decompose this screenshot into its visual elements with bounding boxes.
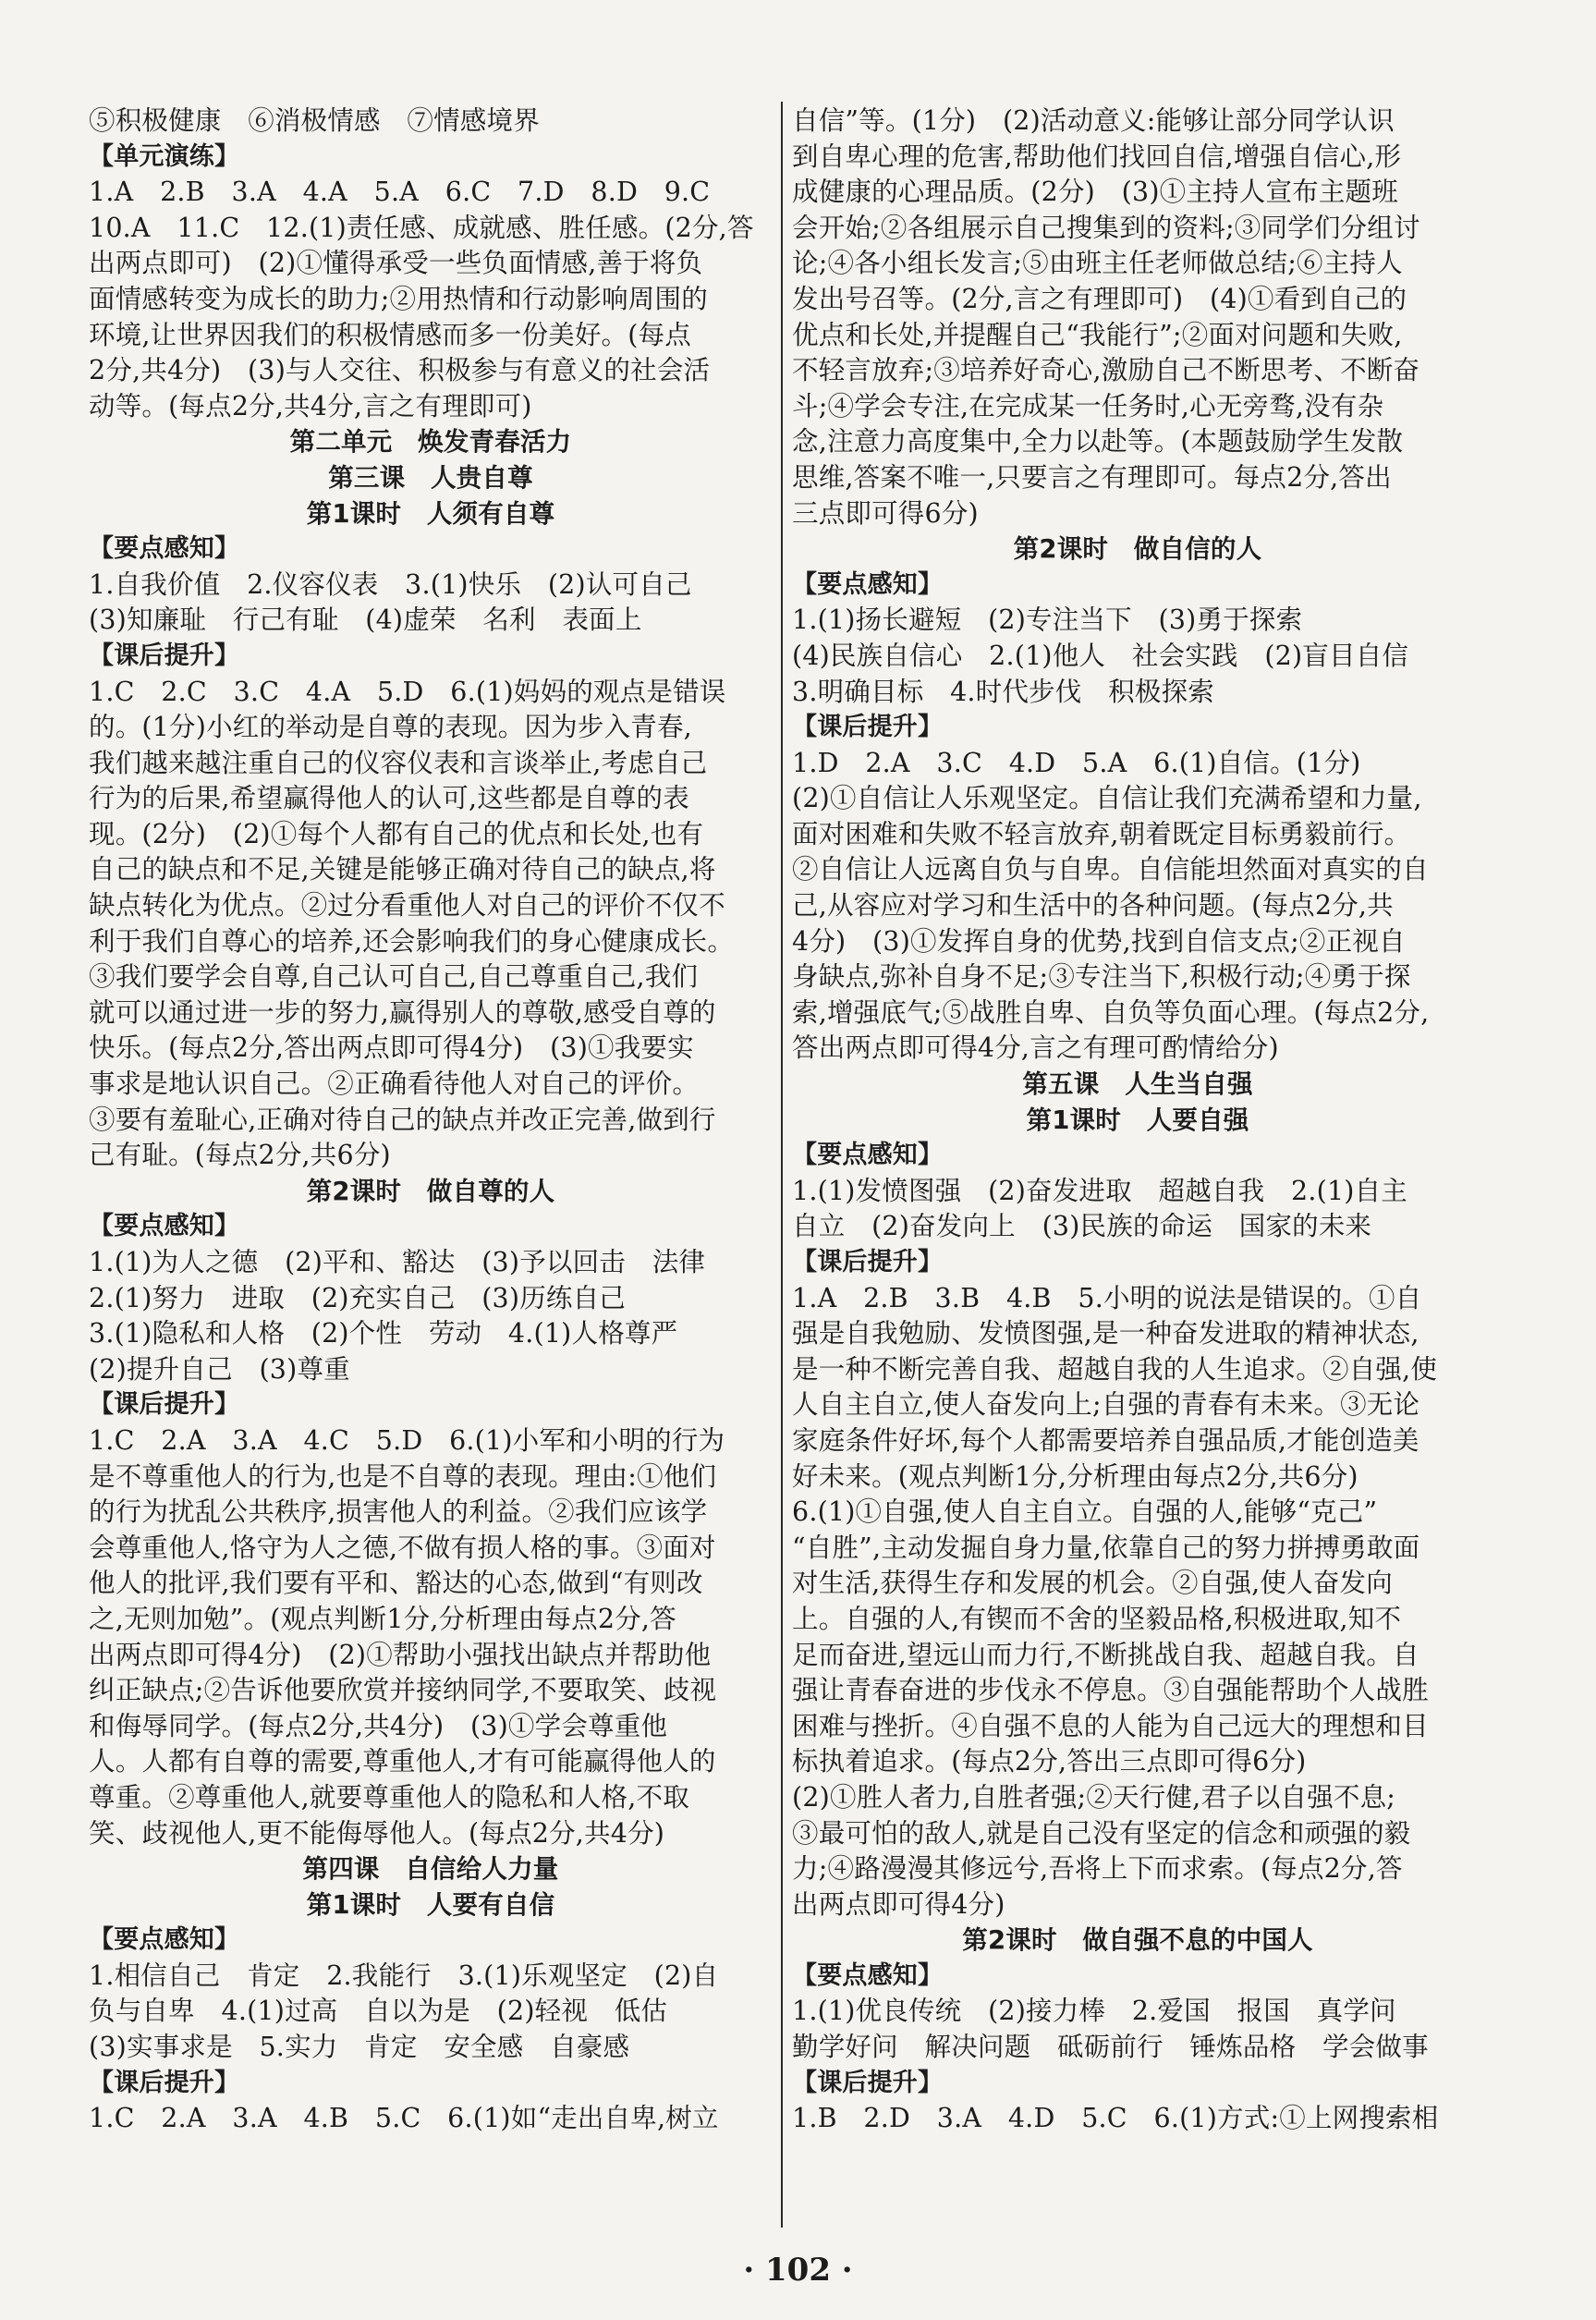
section-label: 【单元演练】 <box>89 141 240 171</box>
text-line: 自信”等。(1分) (2)活动意义:能够让部分同学认识 <box>792 105 1395 136</box>
text-line: 面对困难和失败不轻言放弃,朝着既定目标勇毅前行。 <box>792 818 1411 849</box>
left-column <box>89 104 773 2137</box>
text-line: “自胜”,主动发掘自身力量,依靠自己的努力拼搏勇敢面 <box>792 1532 1420 1563</box>
text-line: 1.(1)发愤图强 (2)奋发进取 超越自我 2.(1)自主 <box>792 1175 1407 1206</box>
text-line: 斗;④学会专注,在完成某一任务时,心无旁骛,没有杂 <box>792 390 1384 421</box>
text-line: 自立 (2)奋发向上 (3)民族的命运 国家的未来 <box>792 1211 1372 1242</box>
text-line: 3.明确目标 4.时代步伐 积极探索 <box>792 676 1214 707</box>
heading-line: 第五课 人生当自强 <box>1022 1069 1253 1100</box>
text-line: 行为的后果,希望赢得他人的认可,这些都是自尊的表 <box>89 783 689 814</box>
text-line: (2)①胜人者力,自胜者强;②天行健,君子以自强不息; <box>792 1781 1396 1813</box>
section-label: 【课后提升】 <box>792 2068 944 2097</box>
text-line: 3.(1)隐私和人格 (2)个性 劳动 4.(1)人格尊严 <box>89 1318 678 1349</box>
text-line: 1.(1)优良传统 (2)接力棒 2.爱国 报国 真学问 <box>792 1996 1396 2027</box>
heading-line: 第2课时 做自强不息的中国人 <box>962 1925 1313 1956</box>
text-line: 1.C 2.A 3.A 4.B 5.C 6.(1)如“走出自卑,树立 <box>89 2103 719 2134</box>
text-line: 出两点即可得4分) (2)①帮助小强找出缺点并帮助他 <box>89 1639 712 1670</box>
text-line: 念,注意力高度集中,全力以赴等。(本题鼓励学生发散 <box>792 426 1404 458</box>
text-line: 他人的批评,我们要有平和、豁达的心态,做到“有则改 <box>89 1568 703 1599</box>
text-line: 4分) (3)①发挥自身的优势,找到自信支点;②正视自 <box>792 925 1406 957</box>
text-line: 己有耻。(每点2分,共6分) <box>89 1140 391 1171</box>
text-line: 利于我们自尊心的培养,还会影响我们的身心健康成长。 <box>89 925 735 957</box>
text-line: 事求是地认识自己。②正确看待他人对自己的评价。 <box>89 1068 700 1100</box>
text-line: 对生活,获得生存和发展的机会。②自强,使人奋发向 <box>792 1568 1393 1599</box>
heading-line: 第2课时 做自信的人 <box>1013 534 1262 565</box>
section-label: 【课后提升】 <box>89 641 240 670</box>
text-line: 1.(1)为人之德 (2)平和、豁达 (3)予以回击 法律 <box>89 1247 706 1277</box>
text-line: ③我们要学会自尊,自己认可自己,自己尊重自己,我们 <box>89 961 699 993</box>
text-line: 就可以通过进一步的努力,赢得别人的尊敬,感受自尊的 <box>89 996 716 1028</box>
text-line: 不轻言放弃;③培养好奇心,激励自己不断思考、不断奋 <box>792 355 1420 386</box>
text-line: 思维,答案不唯一,只要言之有理即可。每点2分,答出 <box>792 461 1392 493</box>
text-line: 是一种不断完善自我、超越自我的人生追求。②自强,使 <box>792 1353 1438 1385</box>
text-line: 答出两点即可得4分,言之有理可酌情给分) <box>792 1032 1279 1064</box>
text-line: 1.A 2.B 3.B 4.B 5.小明的说法是错误的。①自 <box>792 1282 1422 1313</box>
text-line: 1.相信自己 肯定 2.我能行 3.(1)乐观坚定 (2)自 <box>89 1960 719 1991</box>
text-line: 面情感转变为成长的助力;②用热情和行动影响周围的 <box>89 283 708 314</box>
text-line: 1.B 2.D 3.A 4.D 5.C 6.(1)方式:①上网搜索相 <box>792 2103 1439 2134</box>
heading-line: 第1课时 人须有自尊 <box>306 498 555 529</box>
text-line: 强让青春奋进的步伐永不停息。③自强能帮助个人战胜 <box>792 1675 1429 1706</box>
text-line: 1.自我价值 2.仪容仪表 3.(1)快乐 (2)认可自己 <box>89 568 692 600</box>
text-line: 缺点转化为优点。②过分看重他人对自己的评价不仅不 <box>89 890 725 922</box>
text-line: 1.A 2.B 3.A 4.A 5.A 6.C 7.D 8.D 9.C <box>89 177 711 208</box>
section-label: 【要点感知】 <box>792 1141 944 1170</box>
heading-line: 第三课 人贵自尊 <box>328 462 533 493</box>
text-line: ⑤积极健康 ⑥消极情感 ⑦情感境界 <box>89 105 540 136</box>
text-line: 笑、歧视他人,更不能侮辱他人。(每点2分,共4分) <box>89 1817 665 1849</box>
text-line: 动等。(每点2分,共4分,言之有理即可) <box>89 390 532 421</box>
text-line: 是不尊重他人的行为,也是不自尊的表现。理由:①他们 <box>89 1460 717 1492</box>
column-divider <box>781 102 783 2228</box>
text-line: ③最可怕的敌人,就是自己没有坚定的信念和顽强的毅 <box>792 1817 1411 1849</box>
text-line: 尊重。②尊重他人,就要尊重他人的隐私和人格,不取 <box>89 1781 689 1813</box>
text-line: 人自主自立,使人奋发向上;自强的青春有未来。③无论 <box>792 1389 1420 1421</box>
text-line: 论;④各小组长发言;⑤由班主任老师做总结;⑥主持人 <box>792 248 1403 279</box>
section-label: 【课后提升】 <box>89 2068 240 2097</box>
text-line: 三点即可得6分) <box>792 497 979 529</box>
text-line: 自己的缺点和不足,关键是能够正确对待自己的缺点,将 <box>89 854 716 885</box>
text-line: 会尊重他人,恪守为人之德,不做有损人格的事。③面对 <box>89 1532 716 1563</box>
section-label: 【课后提升】 <box>89 1390 240 1420</box>
text-line: 好未来。(观点判断1分,分析理由每点2分,共6分) <box>792 1460 1358 1492</box>
text-line: 人。人都有自尊的需要,尊重他人,才有可能赢得他人的 <box>89 1746 716 1777</box>
text-line: 标执着追求。(每点2分,答出三点即可得6分) <box>792 1746 1307 1777</box>
text-line: 出两点即可得4分) <box>792 1888 1005 1920</box>
text-line: 的行为扰乱公共秩序,损害他人的利益。②我们应该学 <box>89 1496 708 1528</box>
right-column <box>792 104 1483 2137</box>
text-line: 强是自我勉励、发愤图强,是一种奋发进取的精神状态, <box>792 1318 1419 1349</box>
text-line: 优点和长处,并提醒自己“我能行”;②面对问题和失败, <box>792 319 1403 350</box>
text-line: 会开始;②各组展示自己搜集到的资料;③同学们分组讨 <box>792 212 1420 243</box>
text-line: 1.D 2.A 3.C 4.D 5.A 6.(1)自信。(1分) <box>792 747 1361 778</box>
text-line: 困难与挫折。④自强不息的人能为自己远大的理想和目 <box>792 1710 1429 1741</box>
text-line: 快乐。(每点2分,答出两点即可得4分) (3)①我要实 <box>89 1032 694 1064</box>
text-line: 到自卑心理的危害,帮助他们找回自信,增强自信心,形 <box>792 140 1402 172</box>
text-line: (3)知廉耻 行己有耻 (4)虚荣 名利 表面上 <box>89 604 642 636</box>
text-line: 家庭条件好坏,每个人都需要培养自强品质,才能创造美 <box>792 1424 1419 1456</box>
text-line: 现。(2分) (2)①每个人都有自己的优点和长处,也有 <box>89 818 704 849</box>
heading-line: 第1课时 人要有自信 <box>306 1889 555 1920</box>
text-line: 发出号召等。(2分,言之有理即可) (4)①看到自己的 <box>792 283 1407 314</box>
text-line: 纠正缺点;②告诉他要欣赏并接纳同学,不要取笑、歧视 <box>89 1675 717 1706</box>
text-line: 身缺点,弥补自身不足;③专注当下,积极行动;④勇于探 <box>792 961 1411 993</box>
section-label: 【要点感知】 <box>792 569 944 599</box>
heading-line: 第1课时 人要自强 <box>1026 1105 1249 1135</box>
text-line: 索,增强底气;⑤战胜自卑、自负等负面心理。(每点2分, <box>792 996 1430 1028</box>
text-line: 我们越来越注重自己的仪容仪表和言谈举止,考虑自己 <box>89 747 708 778</box>
heading-line: 第四课 自信给人力量 <box>302 1854 559 1885</box>
text-line: 上。自强的人,有锲而不舍的坚毅品格,积极进取,知不 <box>792 1603 1402 1634</box>
text-line: 2分,共4分) (3)与人交往、积极参与有意义的社会活 <box>89 355 711 386</box>
text-line: ②自信让人远离自负与自卑。自信能坦然面对真实的自 <box>792 854 1429 885</box>
text-line: ③要有羞耻心,正确对待自己的缺点并改正完善,做到行 <box>89 1104 716 1135</box>
text-line: 出两点即可) (2)①懂得承受一些负面情感,善于将负 <box>89 248 703 279</box>
text-line: 2.(1)努力 进取 (2)充实自己 (3)历练自己 <box>89 1282 627 1313</box>
page-number: · 102 · <box>743 2252 853 2289</box>
section-label: 【要点感知】 <box>89 1212 240 1241</box>
text-line: 1.C 2.C 3.C 4.A 5.D 6.(1)妈妈的观点是错误 <box>89 676 726 707</box>
text-line: 1.(1)扬长避短 (2)专注当下 (3)勇于探索 <box>792 604 1303 636</box>
section-label: 【课后提升】 <box>792 713 944 742</box>
section-label: 【要点感知】 <box>89 1925 240 1955</box>
heading-line: 第2课时 做自尊的人 <box>306 1176 555 1206</box>
text-line: (4)民族自信心 2.(1)他人 社会实践 (2)盲目自信 <box>792 640 1409 671</box>
text-line: 1.C 2.A 3.A 4.C 5.D 6.(1)小军和小明的行为 <box>89 1424 725 1456</box>
text-line: 己,从容应对学习和生活中的各种问题。(每点2分,共 <box>792 890 1394 922</box>
text-line: 负与自卑 4.(1)过高 自以为是 (2)轻视 低估 <box>89 1996 668 2027</box>
text-line: 的。(1分)小红的举动是自尊的表现。因为步入青春, <box>89 712 692 743</box>
text-line: (2)①自信让人乐观坚定。自信让我们充满希望和力量, <box>792 783 1422 814</box>
text-line: 成健康的心理品质。(2分) (3)①主持人宣布主题班 <box>792 177 1398 208</box>
text-line: 足而奋进,望远山而力行,不断挑战自我、超越自我。自 <box>792 1639 1419 1670</box>
text-line: (2)提升自己 (3)尊重 <box>89 1353 350 1385</box>
text-line: 力;④路漫漫其修远兮,吾将上下而求索。(每点2分,答 <box>792 1853 1403 1885</box>
text-line: 勤学好问 解决问题 砥砺前行 锤炼品格 学会做事 <box>792 2032 1429 2063</box>
text-line: 之,无则加勉”。(观点判断1分,分析理由每点2分,答 <box>89 1603 676 1634</box>
text-line: 6.(1)①自强,使人自主自立。自强的人,能够“克己” <box>792 1496 1378 1528</box>
text-line: 环境,让世界因我们的积极情感而多一份美好。(每点 <box>89 319 691 350</box>
text-line: 10.A 11.C 12.(1)责任感、成就感、胜任感。(2分,答 <box>89 212 754 243</box>
section-label: 【要点感知】 <box>792 1960 944 1990</box>
text-line: (3)实事求是 5.实力 肯定 安全感 自豪感 <box>89 2032 630 2063</box>
text-line: 和侮辱同学。(每点2分,共4分) (3)①学会尊重他 <box>89 1710 668 1741</box>
heading-line: 第二单元 焕发青春活力 <box>289 427 572 458</box>
section-label: 【要点感知】 <box>89 534 240 564</box>
section-label: 【课后提升】 <box>792 1248 944 1276</box>
